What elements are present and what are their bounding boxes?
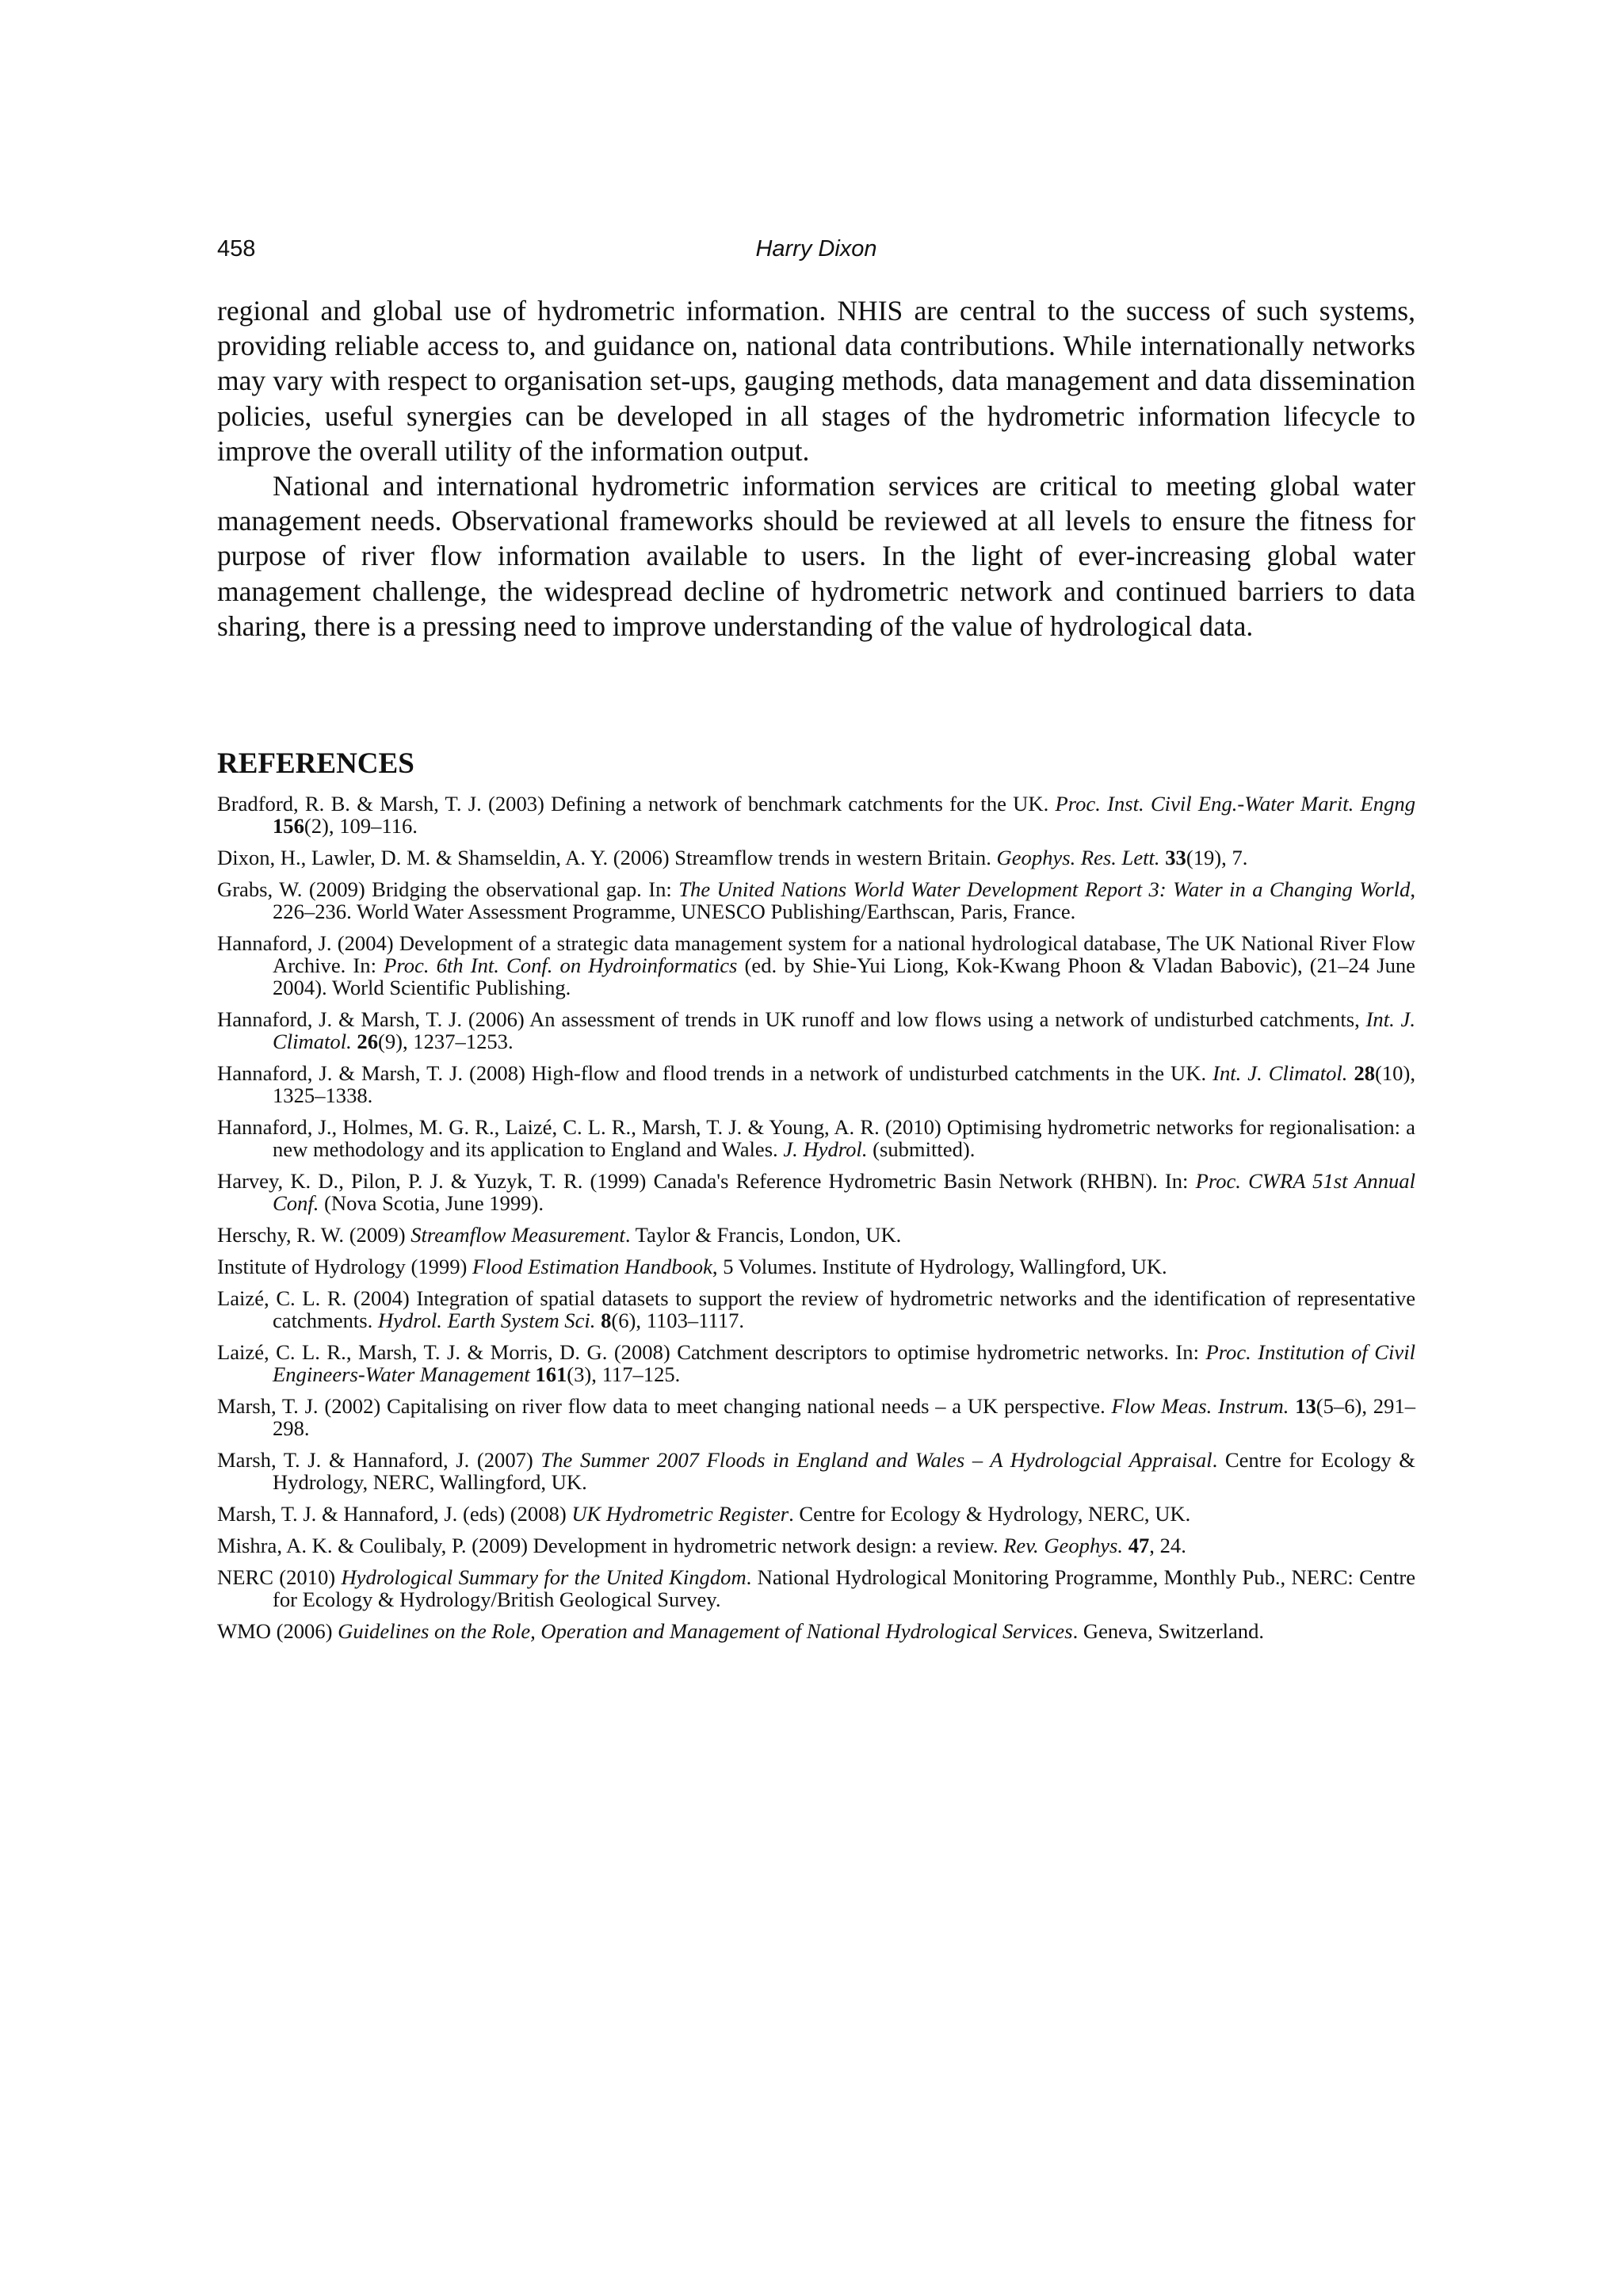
reference-volume: 47	[1128, 1534, 1150, 1557]
reference-item	[217, 1341, 1415, 1385]
reference-italic-text: UK Hydrometric Register	[571, 1502, 789, 1526]
reference-text: , 24.	[1149, 1534, 1186, 1557]
reference-text: Mishra, A. K. & Coulibaly, P. (2009) Development in hydrometric network design: a review.	[217, 1534, 1004, 1557]
reference-italic-text: Proc. Inst. Civil Eng.-Water Marit. Engng	[1055, 792, 1415, 816]
reference-item	[217, 793, 1415, 837]
reference-text: , 226–236. World Water Assessment Programme, UNESCO Publishing/Earthscan, Paris, France.	[273, 877, 1415, 923]
reference-volume: 8	[601, 1308, 612, 1332]
reference-text: Marsh, T. J. & Hannaford, J. (eds) (2008)	[217, 1502, 572, 1526]
references-heading: REFERENCES	[217, 747, 414, 780]
reference-italic-text: Guidelines on the Role, Operation and Management of National Hydrological Services	[338, 1619, 1073, 1643]
reference-italic-text: Flood Estimation Handbook	[472, 1255, 712, 1278]
body-text	[217, 293, 1415, 644]
reference-text: WMO (2006)	[217, 1619, 338, 1643]
reference-text: NERC (2010)	[217, 1565, 342, 1589]
reference-italic-text: Hydrol. Earth System Sci.	[377, 1308, 596, 1332]
reference-italic-text: Geophys. Res. Lett.	[996, 846, 1160, 869]
reference-italic-text: Rev. Geophys.	[1003, 1534, 1124, 1557]
reference-volume: 156	[273, 814, 304, 838]
reference-text: , 5 Volumes. Institute of Hydrology, Wallingford, UK.	[712, 1255, 1167, 1278]
reference-volume: 26	[357, 1030, 378, 1053]
reference-italic-text: Proc. 6th Int. Conf. on Hydroinformatics	[384, 953, 738, 977]
body-paragraph: National and international hydrometric information services are critical to meeting global water management needs. Observational frameworks should be reviewed at all levels to ensure the fitness for purpose of river flow information available to users. In the light of ever-increasing global water management challenge, the widespread decline of hydrometric network and continued barriers to data sharing, there is a pressing need to improve understanding of the value of hydrological data.	[217, 470, 1415, 642]
reference-text: Hannaford, J. & Marsh, T. J. (2008) High-flow and flood trends in a network of undisturbed catchments in the UK.	[217, 1061, 1213, 1085]
reference-list	[217, 793, 1415, 1652]
reference-volume: 28	[1354, 1061, 1376, 1085]
reference-text: Laizé, C. L. R., Marsh, T. J. & Morris, D. G. (2008) Catchment descriptors to optimise hydrometric networks. In:	[217, 1340, 1206, 1364]
reference-text: Laizé, C. L. R. (2004) Integration of spatial datasets to support the review of hydrometric networks and the identification of representative catchments.	[217, 1286, 1415, 1332]
reference-text: . National Hydrological Monitoring Programme, Monthly Pub., NERC: Centre for Ecology & Hydrology/British Geological Survey.	[273, 1565, 1416, 1611]
reference-item	[217, 1566, 1415, 1610]
reference-item	[217, 1395, 1415, 1439]
reference-italic-text: The Summer 2007 Floods in England and Wales – A Hydrologcial Appraisal	[540, 1448, 1212, 1472]
reference-volume: 13	[1295, 1394, 1316, 1418]
reference-italic-text: Int. J. Climatol.	[1212, 1061, 1348, 1085]
reference-text: . Taylor & Francis, London, UK.	[624, 1223, 902, 1247]
reference-item	[217, 878, 1415, 923]
reference-item	[217, 1449, 1415, 1493]
reference-text: Marsh, T. J. (2002) Capitalising on river flow data to meet changing national needs – a UK perspective.	[217, 1394, 1112, 1418]
reference-item	[217, 1116, 1415, 1160]
reference-italic-text: The United Nations World Water Development Report 3: Water in a Changing World	[678, 877, 1411, 901]
reference-text: Marsh, T. J. & Hannaford, J. (2007)	[217, 1448, 541, 1472]
reference-volume: 161	[535, 1362, 567, 1386]
running-head-author: Harry Dixon	[755, 236, 877, 262]
reference-text: (submitted).	[867, 1137, 976, 1161]
reference-italic-text: Hydrological Summary for the United Kingdom	[341, 1565, 747, 1589]
reference-text: (6), 1103–1117.	[611, 1308, 745, 1332]
reference-text: (ed. by Shie-Yui Liong, Kok-Kwang Phoon & Vladan Babovic), (21–24 June 2004). World Scientific Publishing.	[273, 953, 1415, 999]
reference-text: . Geneva, Switzerland.	[1072, 1619, 1265, 1643]
reference-text: (3), 117–125.	[567, 1362, 681, 1386]
reference-text: (Nova Scotia, June 1999).	[319, 1191, 544, 1215]
reference-italic-text: Int. J. Climatol.	[273, 1007, 1415, 1053]
reference-italic-text: Proc. Institution of Civil Engineers-Water Management	[273, 1340, 1415, 1386]
reference-item	[217, 1534, 1415, 1557]
reference-item	[217, 1008, 1415, 1052]
reference-item	[217, 1503, 1415, 1525]
reference-text: . Centre for Ecology & Hydrology, NERC, UK.	[789, 1502, 1191, 1526]
reference-text: Hannaford, J., Holmes, M. G. R., Laizé, C. L. R., Marsh, T. J. & Young, A. R. (2010) Optimising hydrometric networks for regionalisation: a new methodology and its application to England and Wales.	[217, 1115, 1415, 1161]
reference-italic-text: J. Hydrol.	[783, 1137, 868, 1161]
reference-item	[217, 1062, 1415, 1106]
page-header	[217, 231, 1415, 266]
reference-text	[1123, 1534, 1128, 1557]
reference-text: (9), 1237–1253.	[378, 1030, 514, 1053]
reference-text: (5–6), 291–298.	[273, 1394, 1415, 1440]
reference-item	[217, 1255, 1415, 1278]
reference-item	[217, 1287, 1415, 1331]
reference-item	[217, 1224, 1415, 1246]
reference-text: Harvey, K. D., Pilon, P. J. & Yuzyk, T. R. (1999) Canada's Reference Hydrometric Basin Network (RHBN). In:	[217, 1169, 1196, 1193]
page-number: 458	[217, 236, 256, 262]
reference-text: (10), 1325–1338.	[273, 1061, 1415, 1107]
reference-volume: 33	[1165, 846, 1186, 869]
reference-item	[217, 1620, 1415, 1642]
reference-text: Herschy, R. W. (2009)	[217, 1223, 411, 1247]
reference-text: (19), 7.	[1186, 846, 1248, 869]
reference-text: Dixon, H., Lawler, D. M. & Shamseldin, A. Y. (2006) Streamflow trends in western Britain.	[217, 846, 997, 869]
reference-italic-text: Flow Meas. Instrum.	[1111, 1394, 1289, 1418]
reference-text: Hannaford, J. & Marsh, T. J. (2006) An assessment of trends in UK runoff and low flows using a network of undisturbed catchments,	[217, 1007, 1366, 1031]
reference-italic-text: Proc. CWRA 51st Annual Conf.	[273, 1169, 1415, 1215]
reference-text: Grabs, W. (2009) Bridging the observational gap. In:	[217, 877, 679, 901]
reference-text: . Centre for Ecology & Hydrology, NERC, Wallingford, UK.	[273, 1448, 1415, 1494]
reference-text: (2), 109–116.	[304, 814, 418, 838]
reference-item	[217, 1170, 1415, 1214]
reference-item	[217, 846, 1415, 869]
reference-text: Hannaford, J. (2004) Development of a strategic data management system for a national hydrological database, The UK National River Flow Archive. In:	[217, 931, 1415, 977]
reference-italic-text: Streamflow Measurement	[411, 1223, 625, 1247]
reference-text: Institute of Hydrology (1999)	[217, 1255, 473, 1278]
reference-item	[217, 932, 1415, 999]
body-paragraph: regional and global use of hydrometric information. NHIS are central to the success of such systems, providing reliable access to, and guidance on, national data contributions. While internationally networks may vary with respect to organisation set-ups, gauging methods, data management and data dissemination policies, useful synergies can be developed in all stages of the hydrometric information lifecycle to improve the overall utility of the information output.	[217, 295, 1415, 467]
reference-text: Bradford, R. B. & Marsh, T. J. (2003) Defining a network of benchmark catchments for the UK.	[217, 792, 1056, 816]
